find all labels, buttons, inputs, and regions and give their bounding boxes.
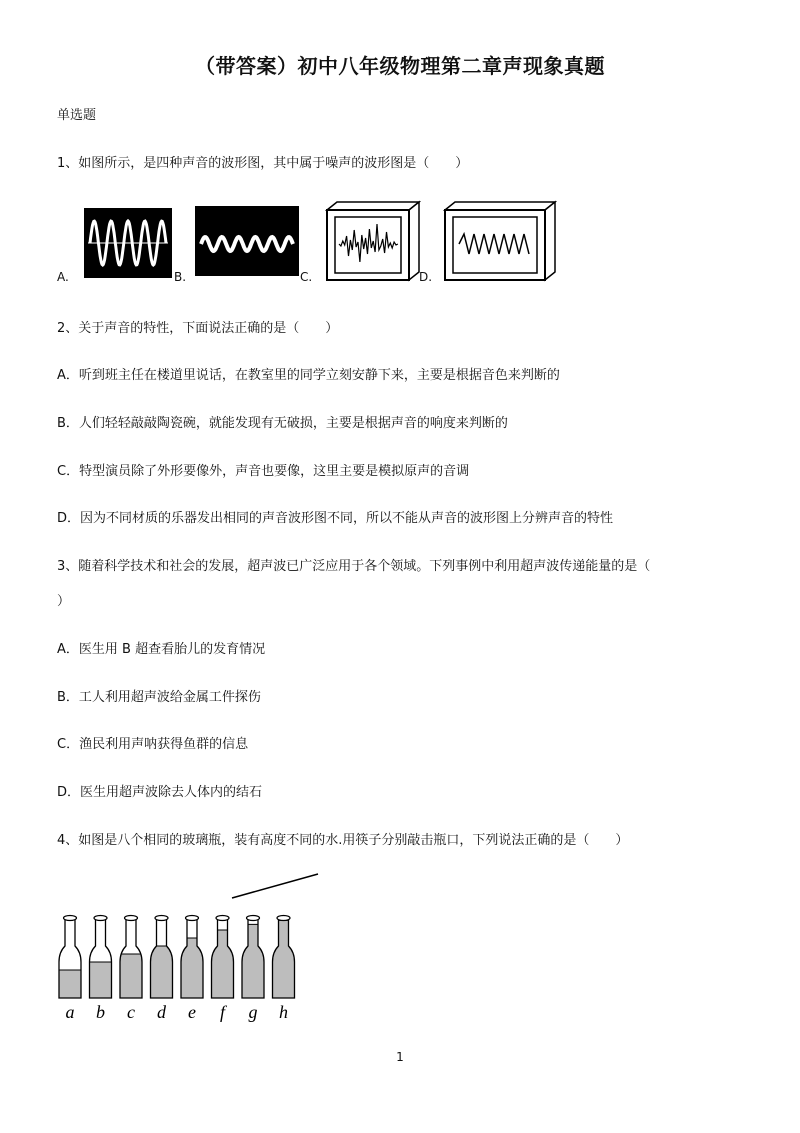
q2-option-a: A．听到班主任在楼道里说话，在教室里的同学立刻安静下来，主要是根据音色来判断的	[57, 368, 560, 383]
chopstick	[232, 874, 318, 898]
question-2-stem: 2、关于声音的特性，下面说法正确的是（ ）	[57, 321, 339, 336]
bottle-e	[181, 916, 203, 1023]
bottle-b	[90, 916, 112, 1023]
bottle-h	[273, 916, 295, 1023]
q3-option-c: C．渔民利用声呐获得鱼群的信息	[57, 737, 249, 752]
bottle-label: e	[188, 1002, 196, 1022]
q1-figure-row	[57, 200, 577, 290]
q2-option-c: C．特型演员除了外形要像外，声音也要像，这里主要是模拟原声的音调	[57, 464, 470, 479]
waveform-a-image	[84, 208, 172, 278]
option-a-label: A.	[57, 270, 69, 284]
bottle-label: g	[248, 1002, 258, 1022]
bottle-d	[151, 916, 173, 1023]
question-3-stem-continued: ）	[57, 594, 71, 609]
waveform-c-image	[325, 200, 421, 282]
bottle-label: b	[96, 1002, 105, 1022]
bottle-label: d	[157, 1002, 166, 1022]
option-d-label: D.	[419, 270, 433, 284]
bottle-label: h	[279, 1002, 288, 1022]
bottle-label: a	[65, 1002, 75, 1022]
page-number: 1	[396, 1050, 404, 1064]
q3-option-b: B．工人利用超声波给金属工件探伤	[57, 690, 261, 705]
bottle-a	[59, 916, 81, 1023]
q3-option-d: D．医生用超声波除去人体内的结石	[57, 785, 263, 800]
question-4-stem: 4、如图是八个相同的玻璃瓶，装有高度不同的水.用筷子分别敲击瓶口，下列说法正确的是（ ）	[57, 833, 629, 848]
option-b-label: B.	[174, 270, 187, 284]
bottle-label: f	[219, 1002, 226, 1022]
waveform-d-image	[443, 200, 557, 282]
question-1-stem: 1、如图所示，是四种声音的波形图，其中属于噪声的波形图是（ ）	[57, 156, 469, 171]
page-title: （带答案）初中八年级物理第二章声现象真题	[195, 54, 605, 78]
q2-option-b: B．人们轻轻敲敲陶瓷碗，就能发现有无破损，主要是根据声音的响度来判断的	[57, 416, 508, 431]
q2-option-d: D．因为不同材质的乐器发出相同的声音波形图不同，所以不能从声音的波形图上分辨声音的特性	[57, 511, 614, 526]
option-c-label: C.	[300, 270, 313, 284]
bottle-c	[120, 916, 142, 1023]
question-3-stem: 3、随着科学技术和社会的发展，超声波已广泛应用于各个领域。下列事例中利用超声波传递能量的是（	[57, 559, 651, 574]
bottle-label: c	[127, 1002, 135, 1022]
bottle-f	[212, 916, 234, 1023]
bottles-figure	[52, 868, 332, 1028]
q3-option-a: A．医生用 B 超查看胎儿的发育情况	[57, 642, 266, 657]
bottle-g	[242, 916, 264, 1023]
section-heading: 单选题	[57, 108, 97, 123]
waveform-b-image	[195, 206, 299, 276]
